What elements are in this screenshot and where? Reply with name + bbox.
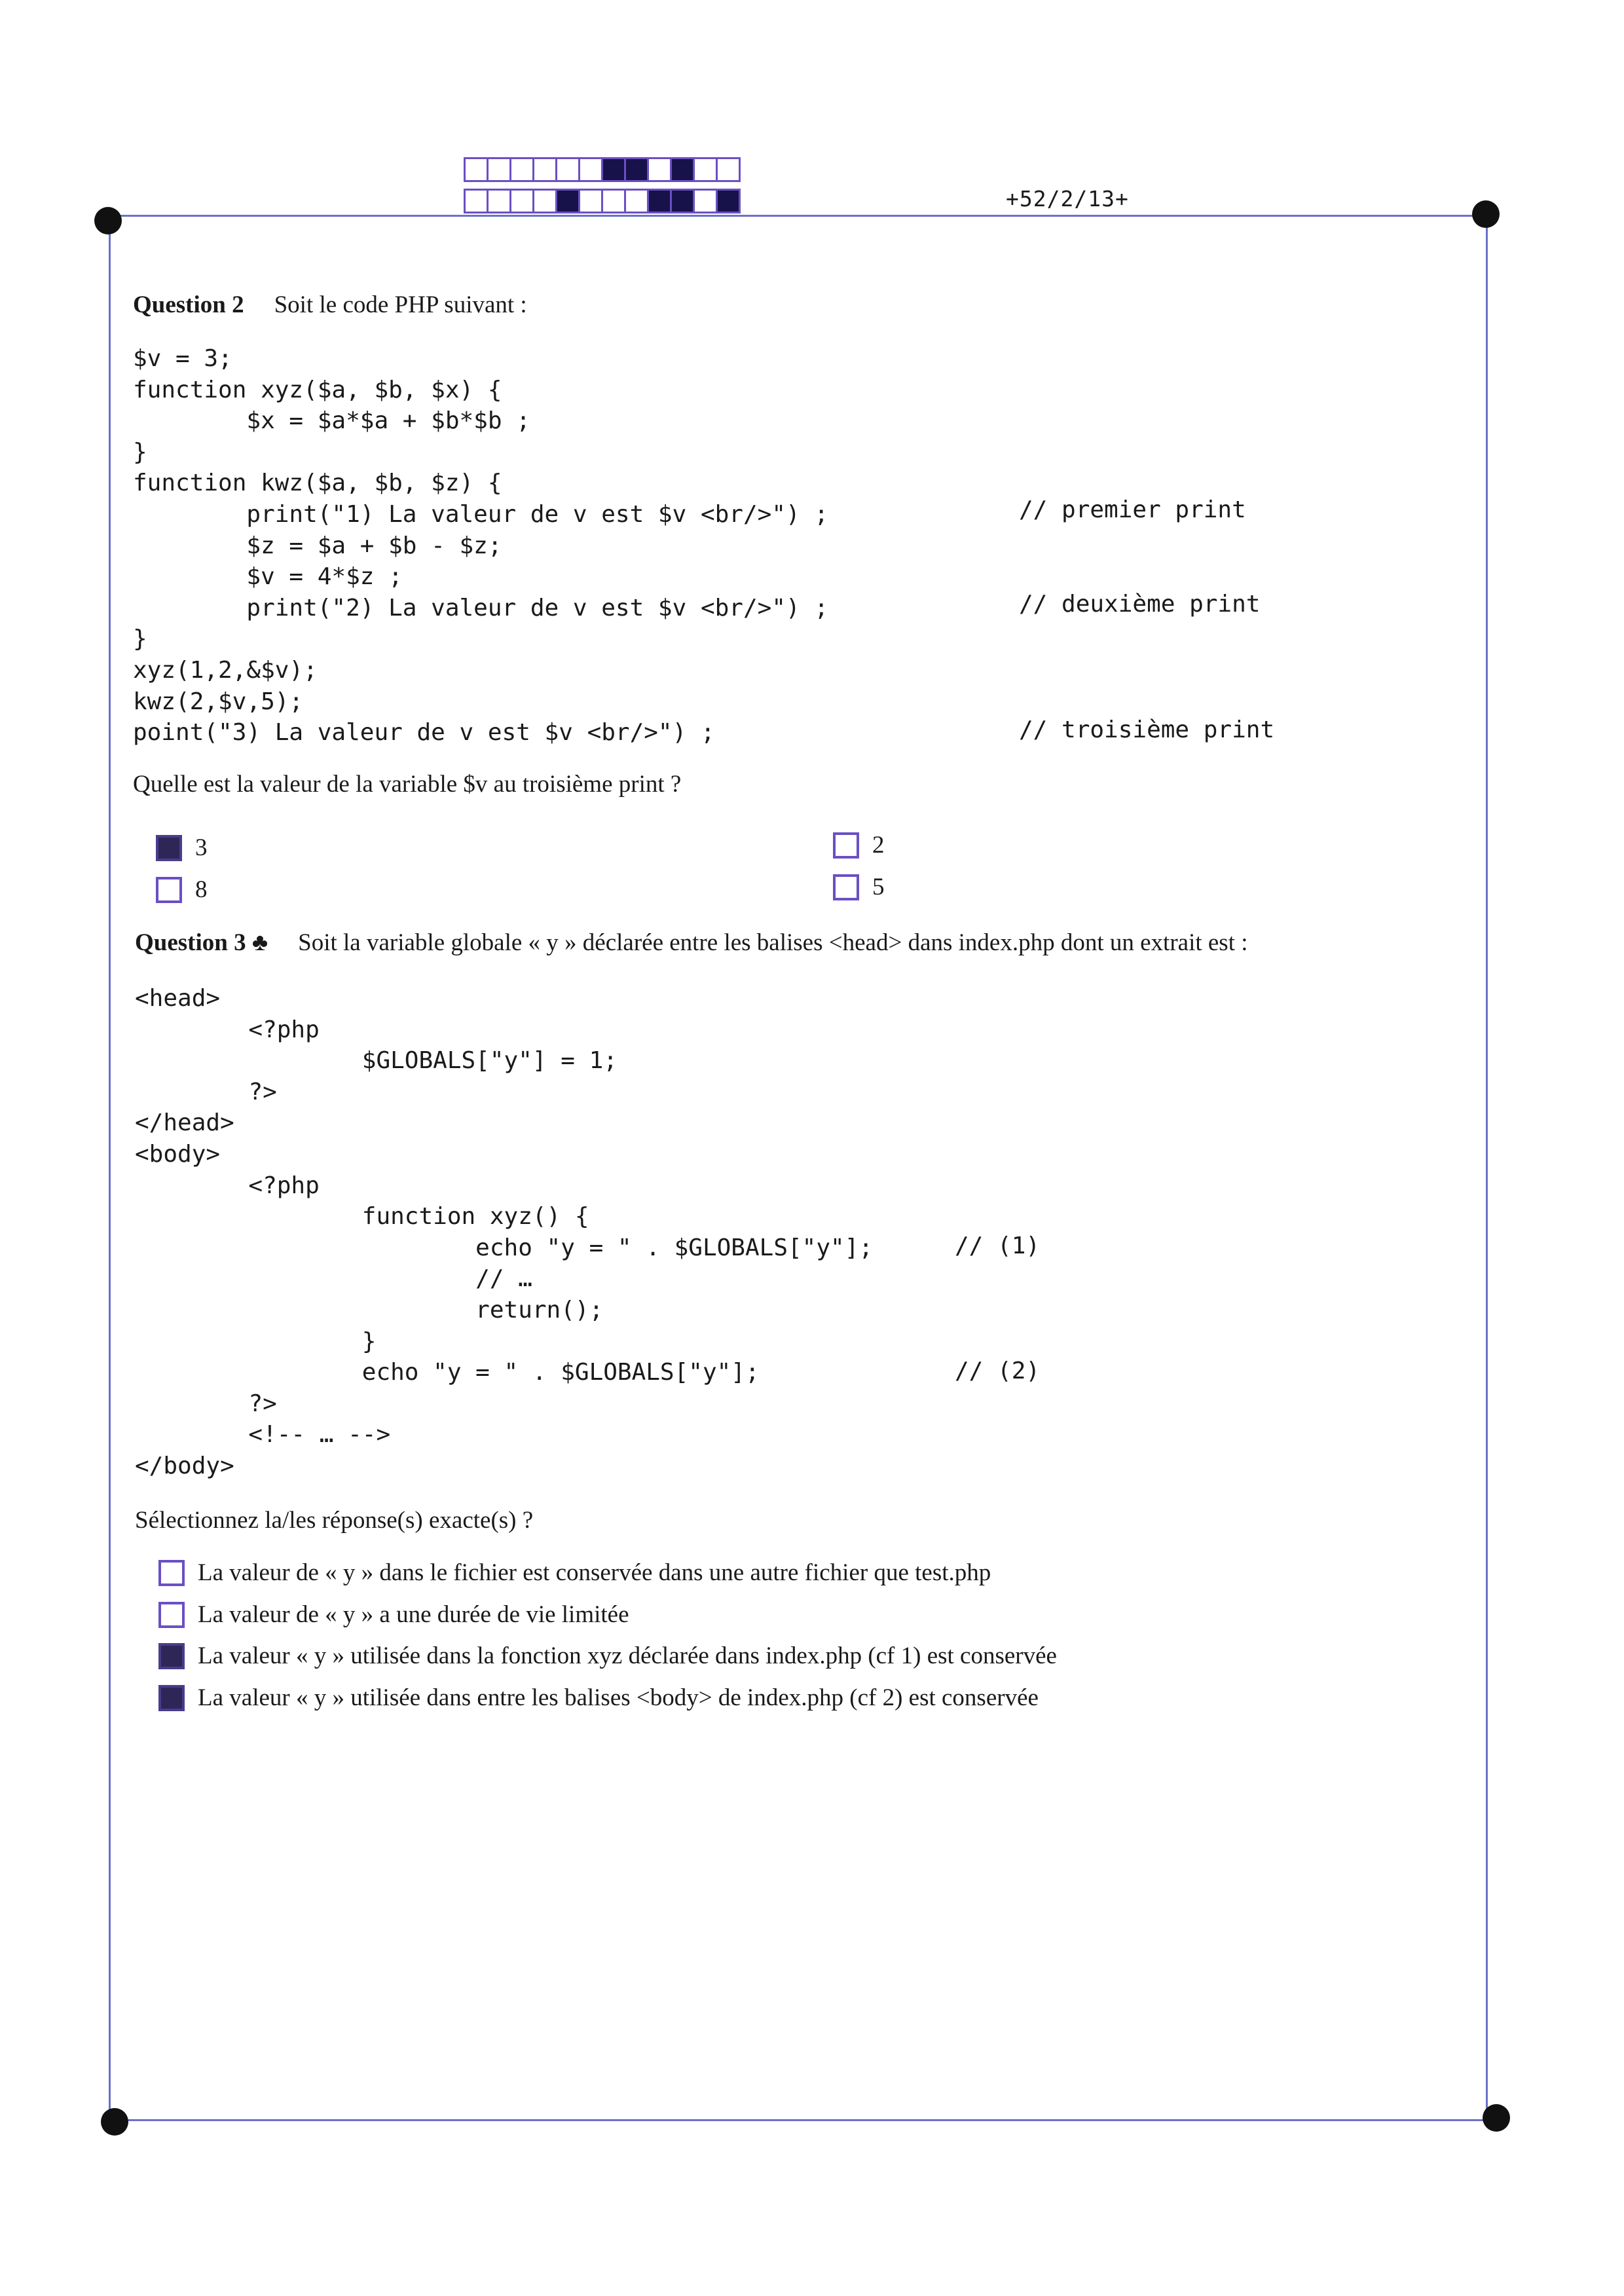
barcode-cell	[578, 189, 603, 213]
answer-checkbox[interactable]	[833, 832, 859, 859]
code-line: $v = 4*$z ;	[133, 563, 403, 591]
question-2-intro: Soit le code PHP suivant :	[274, 291, 527, 318]
code-line: xyz(1,2,&$v);	[133, 656, 318, 684]
barcode-row-1	[464, 157, 739, 182]
barcode-cell	[555, 189, 580, 213]
code-line: kwz(2,$v,5);	[133, 688, 304, 715]
code-comment: // (1)	[955, 1232, 1041, 1259]
barcode-cell	[487, 157, 511, 182]
code-line: <head>	[135, 985, 221, 1012]
frame-left	[109, 215, 111, 2120]
code-line: <?php	[135, 1016, 320, 1043]
answer-checkbox[interactable]	[158, 1643, 185, 1669]
code-line: echo "y = " . $GLOBALS["y"];	[135, 1234, 874, 1261]
barcode-cell	[555, 157, 580, 182]
barcode-cell	[624, 189, 649, 213]
code-line: return();	[135, 1296, 604, 1324]
barcode-cell	[716, 189, 741, 213]
answer-option[interactable]	[156, 876, 208, 904]
answer-option[interactable]	[158, 1559, 991, 1587]
barcode-cell	[532, 189, 557, 213]
answer-label: La valeur « y » utilisée dans entre les balises <body> de index.php (cf 2) est conservée	[198, 1684, 1039, 1711]
code-line: ?>	[135, 1390, 277, 1417]
answer-checkbox[interactable]	[156, 835, 182, 861]
code-comment: // deuxième print	[1019, 591, 1261, 618]
barcode-cell	[647, 189, 672, 213]
code-line: echo "y = " . $GLOBALS["y"];	[135, 1359, 760, 1386]
barcode-row-2	[464, 189, 739, 213]
question-2-label: Question 2	[133, 291, 244, 318]
question-2-code	[133, 343, 828, 749]
code-comment: // troisième print	[1019, 716, 1275, 743]
barcode-cell	[464, 157, 489, 182]
barcode-cell	[693, 189, 718, 213]
code-line: </head>	[135, 1109, 234, 1137]
barcode-cell	[716, 157, 741, 182]
question-3-code	[135, 983, 873, 1482]
answer-label: 3	[195, 834, 208, 861]
answer-checkbox[interactable]	[833, 874, 859, 900]
code-line: <body>	[135, 1140, 221, 1168]
frame-bottom	[115, 2119, 1497, 2121]
frame-right	[1486, 215, 1488, 2120]
code-line: $v = 3;	[133, 345, 232, 372]
corner-marker-top-right	[1472, 200, 1500, 228]
code-line: ?>	[135, 1078, 277, 1105]
corner-marker-top-left	[94, 207, 122, 234]
answer-label: La valeur de « y » a une durée de vie limitée	[198, 1601, 629, 1628]
barcode-cell	[670, 157, 695, 182]
answer-option[interactable]	[158, 1601, 629, 1629]
answer-option[interactable]	[156, 834, 208, 862]
barcode-cell	[464, 189, 489, 213]
corner-marker-bottom-left	[101, 2108, 128, 2136]
question-3-intro: Soit la variable globale « y » déclarée entre les balises <head> dans index.php dont un extrait est :	[298, 929, 1248, 956]
code-line: </body>	[135, 1452, 234, 1479]
barcode-cell	[601, 157, 626, 182]
code-line: // …	[135, 1265, 532, 1293]
barcode-cell	[487, 189, 511, 213]
code-line: }	[135, 1327, 377, 1355]
barcode-cell	[693, 157, 718, 182]
code-line: }	[133, 438, 147, 466]
question-3-title	[135, 929, 1248, 957]
answer-option[interactable]	[158, 1642, 1057, 1670]
barcode-cell	[532, 157, 557, 182]
answer-checkbox[interactable]	[158, 1560, 185, 1586]
code-line: print("2) La valeur de v est $v <br/>") ;	[133, 594, 829, 621]
answer-label: 2	[872, 832, 885, 859]
code-line: function xyz($a, $b, $x) {	[133, 376, 502, 403]
code-line: function xyz() {	[135, 1203, 589, 1231]
page-id: +52/2/13+	[1006, 186, 1129, 212]
question-2-title	[133, 291, 527, 319]
barcode-cell	[509, 189, 534, 213]
code-line: print("1) La valeur de v est $v <br/>") ;	[133, 500, 829, 528]
code-line: function kwz($a, $b, $z) {	[133, 470, 502, 497]
code-line: $x = $a*$a + $b*$b ;	[133, 407, 530, 435]
answer-label: La valeur de « y » dans le fichier est conservée dans une autre fichier que test.php	[198, 1559, 991, 1586]
barcode-cell	[670, 189, 695, 213]
code-line: <?php	[135, 1172, 320, 1199]
code-comment: // premier print	[1019, 496, 1246, 523]
answer-option[interactable]	[833, 831, 885, 859]
question-3-label: Question 3 ♣	[135, 929, 268, 956]
barcode-cell	[578, 157, 603, 182]
answer-label: 5	[872, 874, 885, 900]
answer-checkbox[interactable]	[158, 1685, 185, 1711]
barcode-cell	[509, 157, 534, 182]
code-line: <!-- … -->	[135, 1421, 391, 1449]
answer-option[interactable]	[158, 1684, 1039, 1712]
code-comment: // (2)	[955, 1358, 1041, 1384]
answer-label: 8	[195, 876, 208, 903]
question-2-prompt: Quelle est la valeur de la variable $v au troisième print ?	[133, 771, 682, 798]
frame-top	[109, 215, 1486, 217]
code-line: $z = $a + $b - $z;	[133, 532, 502, 559]
answer-checkbox[interactable]	[158, 1602, 185, 1628]
barcode-cell	[624, 157, 649, 182]
barcode-cell	[601, 189, 626, 213]
answer-label: La valeur « y » utilisée dans la fonction xyz déclarée dans index.php (cf 1) est conservée	[198, 1642, 1057, 1669]
answer-checkbox[interactable]	[156, 877, 182, 903]
question-3-prompt: Sélectionnez la/les réponse(s) exacte(s) ?	[135, 1507, 534, 1534]
code-line: $GLOBALS["y"] = 1;	[135, 1047, 618, 1075]
code-line: }	[133, 625, 147, 653]
corner-marker-bottom-right	[1483, 2104, 1510, 2132]
answer-option[interactable]	[833, 873, 885, 901]
barcode-cell	[647, 157, 672, 182]
code-line: point("3) La valeur de v est $v <br/>") ;	[133, 719, 715, 747]
